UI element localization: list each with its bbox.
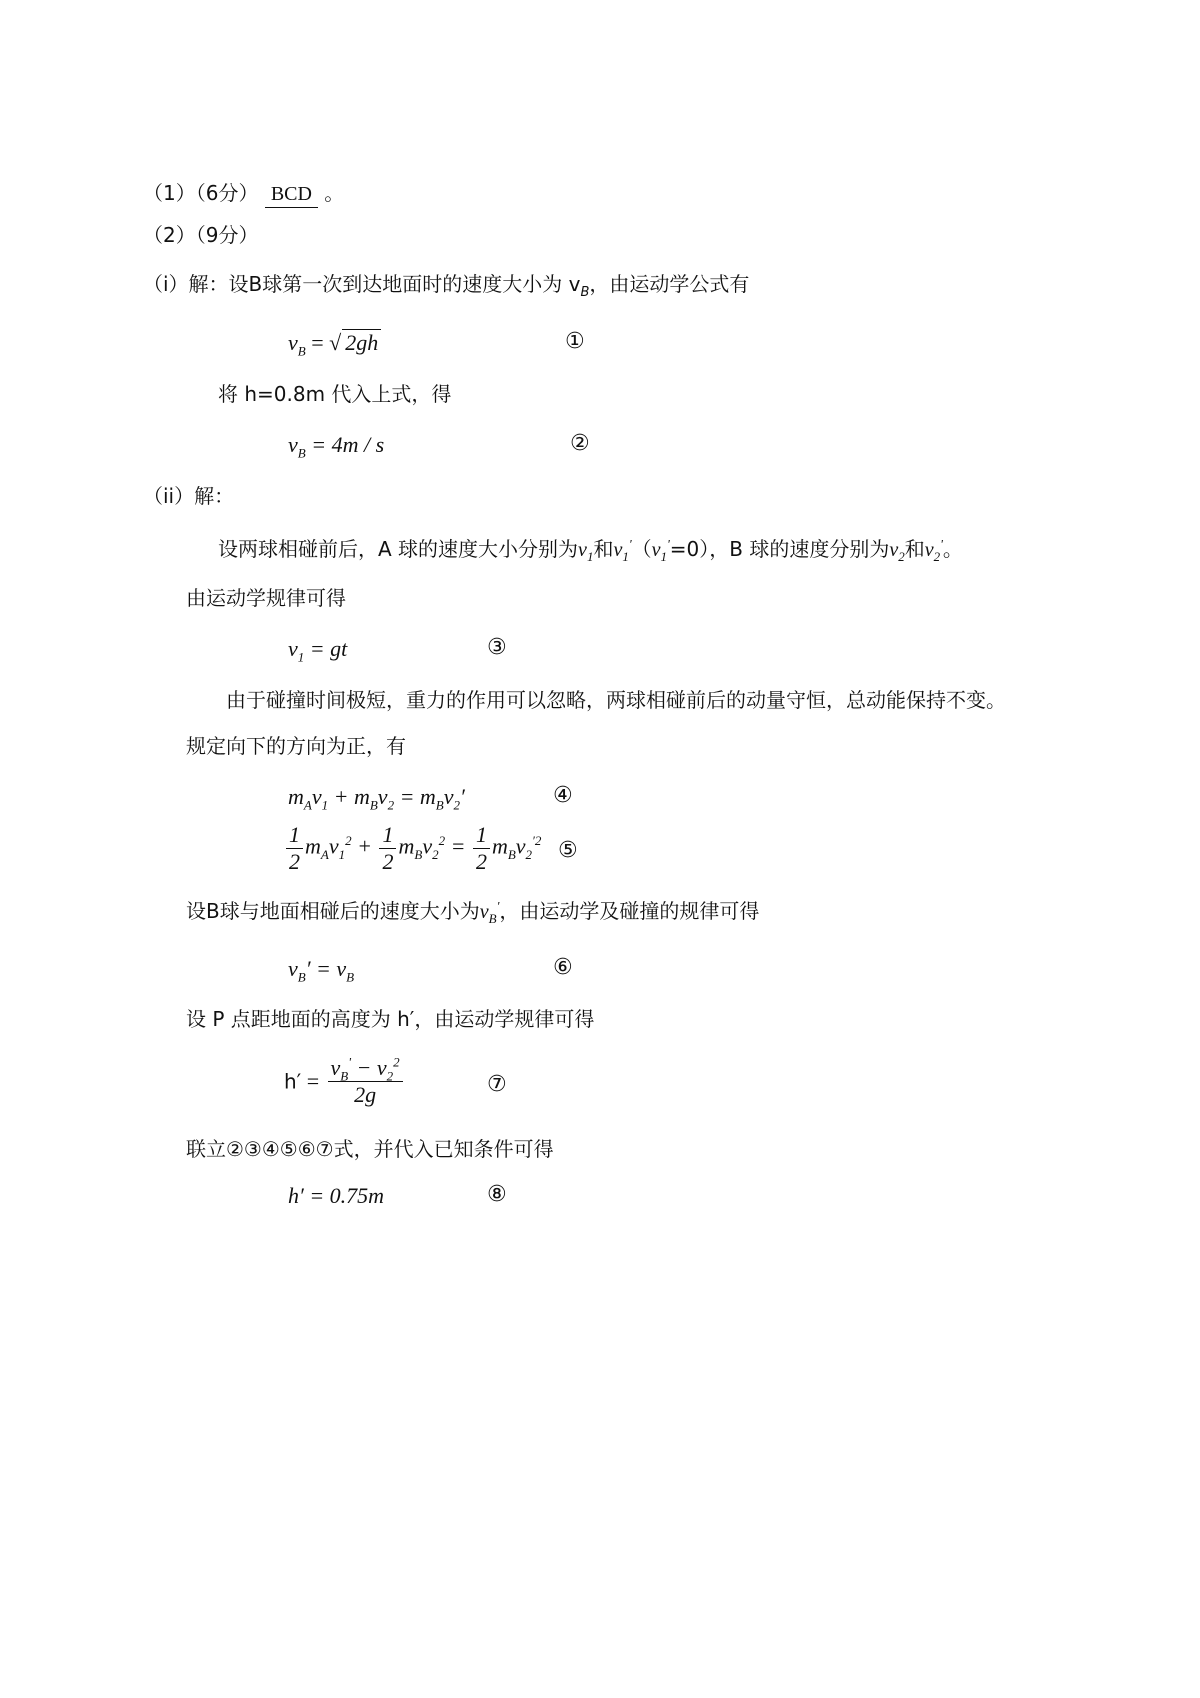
eq1-number: ① xyxy=(565,329,585,354)
equation-4: $m_Av_1 + m_Bv_2 = m_Bv_2'$ xyxy=(288,784,465,813)
eq3-number: ③ xyxy=(487,635,507,660)
part-ii-line-7: 联立②③④⑤⑥⑦式，并代入已知条件可得 xyxy=(186,1137,554,1161)
eq7-number: ⑦ xyxy=(487,1072,507,1097)
part-ii-line-3: 由于碰撞时间极短，重力的作用可以忽略，两球相碰前后的动量守恒，总动能保持不变。 xyxy=(226,688,1006,712)
part-ii-line-6: 设 P 点距地面的高度为 h′，由运动学规律可得 xyxy=(186,1007,595,1031)
eq1-lhs-sub: B xyxy=(297,343,306,359)
eq4-number: ④ xyxy=(553,783,573,808)
equation-5: $\frac{1}{2}$ $m_Av_1^2$ + $\frac{1}{2}$ $m_Bv_2^2$ = $\frac{1}{2}$ $m_Bv_2^{'2}$ xyxy=(284,822,541,875)
vB-prime-symbol: $v_B'$ xyxy=(479,898,500,926)
eq5-half-2: $\frac{1}{2}$ xyxy=(379,822,396,875)
eq7-lhs: h′ xyxy=(284,1069,302,1094)
part-i-intro-text: （i）解：设B球第一次到达地面时的速度大小为 v xyxy=(143,272,581,296)
v1-prime-symbol-2: $v_1'$ xyxy=(651,536,670,564)
line5-text-b: ，由运动学及碰撞的规律可得 xyxy=(499,899,760,923)
eq5-half-3: $\frac{1}{2}$ xyxy=(473,822,490,875)
part-ii-line-2: 由运动学规律可得 xyxy=(186,586,346,610)
part-i-intro-tail: ，由运动学公式有 xyxy=(589,272,750,296)
part-i-intro-sub: B xyxy=(580,285,590,300)
equation-6: $v_B' = v_B$ xyxy=(288,956,355,985)
v1-prime-symbol: $v_1'$ xyxy=(613,536,632,564)
line1-text-e: 和 xyxy=(904,537,925,561)
eq1-lhs: v xyxy=(288,330,298,355)
part-ii-line-4: 规定向下的方向为正，有 xyxy=(186,734,406,758)
equation-3: $v_1$ = gt xyxy=(288,636,348,665)
line1-text-a: 设两球相碰前后，A 球的速度大小分别为 xyxy=(218,537,579,561)
equation-2 xyxy=(288,431,384,459)
part1-line xyxy=(143,180,344,208)
eq1-sqrt-arg: 2gh xyxy=(342,329,381,355)
part-ii-label: （ii）解： xyxy=(143,484,235,508)
equation-8: h′ = 0.75m xyxy=(288,1183,385,1208)
eq2-lhs-sub: B xyxy=(297,445,306,461)
eq2-lhs: v xyxy=(288,432,298,457)
line1-text-c: （ xyxy=(631,537,652,561)
part1-prefix: （1）（6分） xyxy=(143,181,259,205)
v2-prime-symbol: $v_2'$ xyxy=(924,536,943,564)
part-ii-line-1 xyxy=(218,536,963,564)
line1-text-b: 和 xyxy=(593,537,614,561)
eq1-equals: = xyxy=(305,330,330,355)
v1-symbol: $v_1$ xyxy=(578,539,594,564)
equation-1 xyxy=(288,329,381,357)
line1-text-f: 。 xyxy=(942,537,963,561)
v2-symbol: $v_2$ xyxy=(889,539,905,564)
eq1-radical: √ xyxy=(329,330,342,355)
part1-answer: BCD xyxy=(265,181,318,208)
eq8-number: ⑧ xyxy=(487,1182,507,1207)
eq2-number: ② xyxy=(570,431,590,456)
eq6-number: ⑥ xyxy=(553,955,573,980)
line1-text-d: =0），B 球的速度分别为 xyxy=(669,537,890,561)
eq5-half-1: $\frac{1}{2}$ xyxy=(286,822,303,875)
part1-suffix: 。 xyxy=(324,181,345,205)
eq2-rhs: = 4m / s xyxy=(305,432,385,457)
part-i-intro xyxy=(143,271,750,300)
equation-7: h′ = $\frac{v_B' - v_2^2}{2g}$ xyxy=(284,1055,405,1108)
part2-label: （2）（9分） xyxy=(143,223,259,247)
line5-text-a: 设B球与地面相碰后的速度大小为 xyxy=(186,899,480,923)
eq7-fraction: $\frac{v_B' - v_2^2}{2g}$ xyxy=(328,1055,403,1108)
substitute-line: 将 h=0.8m 代入上式，得 xyxy=(218,382,452,406)
eq5-number: ⑤ xyxy=(558,838,578,863)
part-ii-line-5 xyxy=(186,898,759,926)
